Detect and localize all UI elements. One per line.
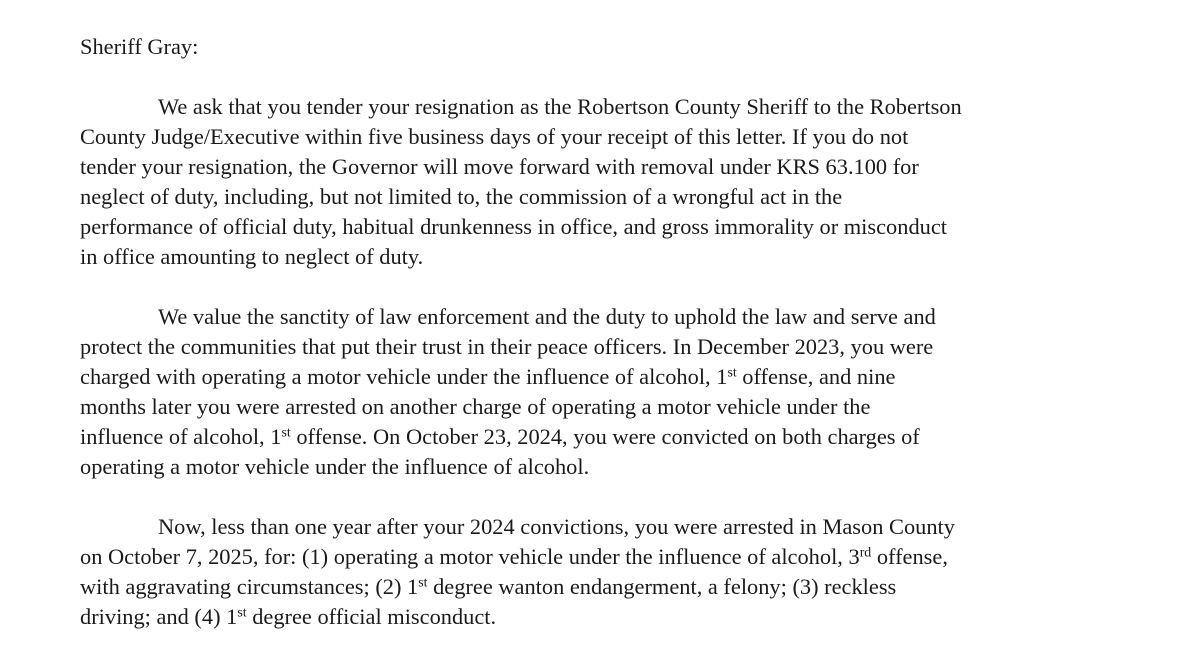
text-line: on October 7, 2025, for: (1) operating a motor vehicle under the influence of alcohol, 3rd offense, — [80, 544, 948, 569]
ordinal-suffix: st — [281, 425, 291, 441]
text-line: tender your resignation, the Governor will move forward with removal under KRS 63.100 for — [80, 154, 919, 179]
paragraph-resignation-request — [80, 92, 1120, 272]
ordinal-suffix: st — [727, 365, 737, 381]
paragraph-recent-arrest — [80, 512, 1120, 632]
ordinal-suffix: rd — [859, 545, 872, 561]
letter-body — [80, 32, 1120, 632]
text-line: neglect of duty, including, but not limited to, the commission of a wrongful act in the — [80, 184, 843, 209]
ordinal-suffix: st — [237, 605, 247, 621]
text-line: influence of alcohol, 1st offense. On October 23, 2024, you were convicted on both charges of — [80, 424, 920, 449]
text-line: driving; and (4) 1st degree official misconduct. — [80, 604, 497, 629]
text-line: charged with operating a motor vehicle under the influence of alcohol, 1st offense, and nine — [80, 364, 896, 389]
paragraph-prior-convictions — [80, 302, 1120, 482]
salutation: Sheriff Gray: — [80, 34, 199, 59]
text-line: operating a motor vehicle under the influence of alcohol. — [80, 454, 590, 479]
text-line: protect the communities that put their trust in their peace officers. In December 2023, you were — [80, 334, 934, 359]
text-line: with aggravating circumstances; (2) 1st degree wanton endangerment, a felony; (3) reckless — [80, 574, 897, 599]
text-line: We value the sanctity of law enforcement and the duty to uphold the law and serve and — [158, 304, 936, 329]
ordinal-suffix: st — [418, 575, 428, 591]
text-line: months later you were arrested on another charge of operating a motor vehicle under the — [80, 394, 871, 419]
text-line: County Judge/Executive within five business days of your receipt of this letter. If you do not — [80, 124, 909, 149]
text-line: Now, less than one year after your 2024 convictions, you were arrested in Mason County — [158, 514, 955, 539]
text-line: in office amounting to neglect of duty. — [80, 244, 424, 269]
text-line: performance of official duty, habitual drunkenness in office, and gross immorality or misconduct — [80, 214, 947, 239]
text-line: We ask that you tender your resignation as the Robertson County Sheriff to the Robertson — [158, 94, 962, 119]
